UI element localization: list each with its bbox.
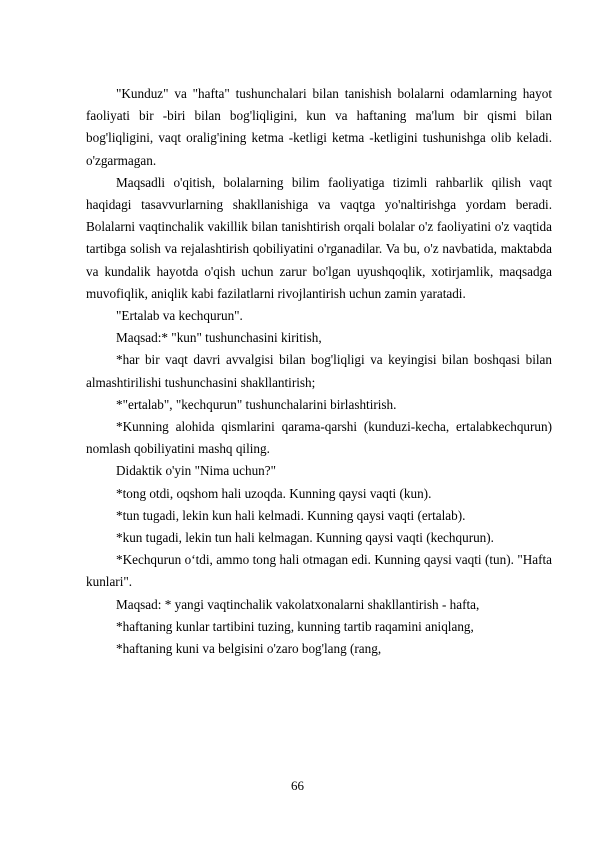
didactic-game-title: Didaktik o'yin "Nima uchun?" bbox=[116, 463, 277, 479]
paragraph-kunduz-hafta: "Kunduz" va "hafta" tushunchalari bilan tanishish bolalarni odamlarning hayot faoliyati bir -biri bilan bog'liqligini, kun va haftaning ma'lum bir qismi bilan bog'liqligini, vaqt oralig'ining ketma -ketligi ketma -ketligini tushunishga olib keladi. o'zgarmagan. bbox=[86, 86, 552, 168]
page-number: 66 bbox=[291, 778, 304, 793]
goal-line-hafta: Maqsad: * yangi vaqtinchalik vakolatxonalarni shakllantirish - hafta, bbox=[116, 596, 480, 612]
goal-item-hafta-tartibi: *haftaning kunlar tartibini tuzing, kunning tartib raqamini aniqlang, bbox=[116, 618, 474, 634]
game-question-kun: *tong otdi, oqshom hali uzoqda. Kunning qaysi vaqti (kun). bbox=[116, 485, 432, 501]
game-question-ertalab: *tun tugadi, lekin kun hali kelmadi. Kunning qaysi vaqti (ertalab). bbox=[116, 507, 466, 523]
paragraph-maqsadli-oqitish: Maqsadli o'qitish, bolalarning bilim faoliyatiga tizimli rahbarlik qilish vaqt haqidagi tasavvurlarning shakllanishiga va vaqtga yo'naltirishga yordam beradi. Bolalarni vaqtinchalik vakillik bilan tanishtirish orqali bolalar o'z faoliyatini o'z vaqtida tartibga solish va rejalashtirish qobiliyatini o'rganadilar. Va bu, o'z navbatida, maktabda va kundalik hayotda o'qish uchun zarur bo'lgan uyushqoqlik, xotirjamlik, maqsadga muvofiqlik, aniqlik kabi fazilatlarni rivojlantirish uchun zamin yaratadi. bbox=[86, 174, 552, 301]
goal-item-time-periods: *har bir vaqt davri avvalgisi bilan bog'liqligi va keyingisi bilan boshqasi bilan almashtirilishi tushunchasini shakllantirish; bbox=[86, 352, 552, 390]
goal-item-ertalab-kechqurun: *"ertalab", "kechqurun" tushunchalarini birlashtirish. bbox=[116, 396, 397, 412]
game-question-kechqurun: *kun tugadi, lekin tun hali kelmagan. Kunning qaysi vaqti (kechqurun). bbox=[116, 530, 494, 546]
goal-item-kun-qismlari: *Kunning alohida qismlarini qarama-qarshi (kunduzi-kecha, ertalabkechqurun) nomlash qobiliyatini mashq qiling. bbox=[86, 419, 552, 457]
document-page bbox=[86, 83, 552, 660]
game-question-tun: *Kechqurun o‘tdi, ammo tong hali otmagan edi. Kunning qaysi vaqti (tun). "Hafta kunlari". bbox=[86, 552, 552, 590]
goal-line-kun: Maqsad:* "kun" tushunchasini kiritish, bbox=[116, 330, 322, 346]
heading-ertalab-kechqurun: "Ertalab va kechqurun". bbox=[116, 308, 243, 324]
goal-item-hafta-belgisi: *haftaning kuni va belgisini o'zaro bog'lang (rang, bbox=[116, 641, 382, 657]
